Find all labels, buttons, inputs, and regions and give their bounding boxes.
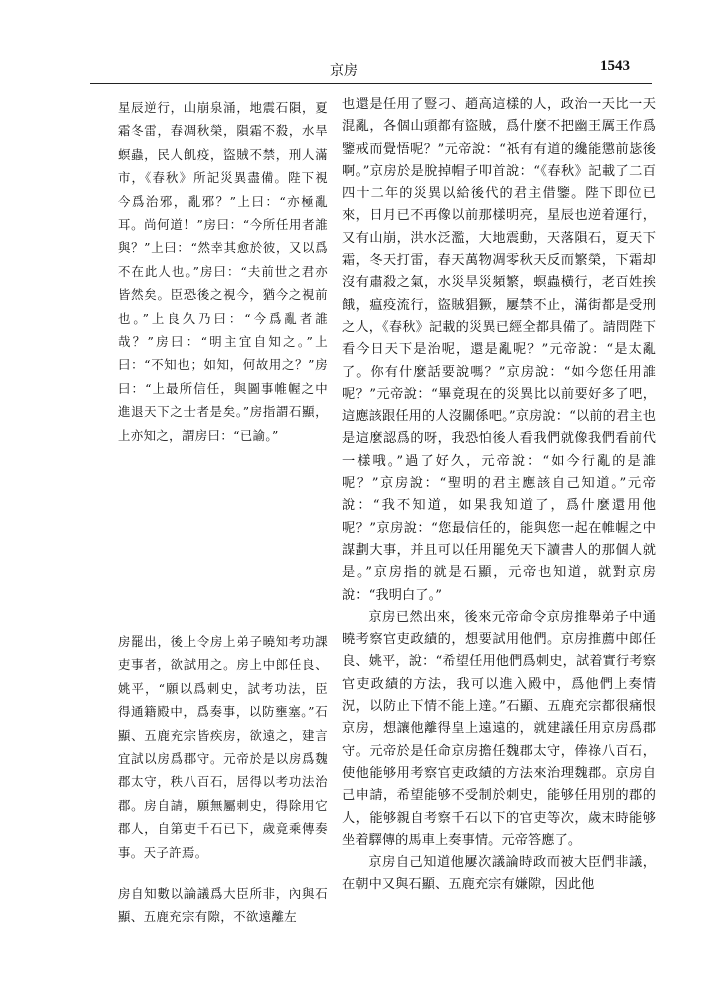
header-rule xyxy=(90,83,652,84)
page-header xyxy=(0,58,716,82)
original-text-block-3 xyxy=(118,882,328,929)
original-text-block-2 xyxy=(118,630,328,864)
original-text-paragraph: 房罷出，後上令房上弟子曉知考功課吏事者，欲試用之。房上中郎任良、姚平，“願以爲刺史，試考功法，臣得通籍殿中，爲奏事，以防壅塞。”石顯、五鹿充宗皆疾房，欲遠之，建言宜試以房爲郡守。元帝於是以房爲魏郡太守，秩八百石，居得以考功法治郡。房自請，願無屬刺史，得除用它郡人，自第吏千石已下，歲竟乘傳奏事。天子許焉。 xyxy=(118,634,328,860)
running-title: 京房 xyxy=(330,63,358,79)
translation-paragraph: 京房自己知道他屢次議論時政而被大臣們非議，在朝中又與石顯、五鹿充宗有嫌隙，因此他 xyxy=(342,855,656,893)
translation-paragraph: 也還是任用了豎刁、趙高這樣的人，政治一天比一天混亂，各個山頭都有盜賊，爲什麼不把幽王厲王作爲鑒戒而覺悟呢？”元帝說：“祇有有道的纔能懲前毖後啊。”京房於是脫掉帽子叩首說：“《春秋》記載了二百四十二年的災異以給後代的君主借鑒。陛下即位已來，日月已不再像以前那樣明亮，星辰也逆着運行，又有山崩，洪水泛濫，大地震動，天落隕石，夏天下霜，冬天打雷，春天萬物凋零秋天反而繁榮，下霜却沒有肅殺之氣，水災旱災頻繁，螟蟲橫行，老百姓挨餓，瘟疫流行，盜賊猖獗，屢禁不止，滿街都是受刑之人，《春秋》記載的災異已經全都具備了。請問陛下看今日天下是治呢，還是亂呢？”元帝說：“是太亂了。你有什麼話要說嗎？”京房說：“如今您任用誰呢？”元帝說：“畢竟現在的災異比以前要好多了吧，這應該跟任用的人沒關係吧。”京房說：“以前的君主也是這麼認爲的呀，我恐怕後人看我們就像我們看前代一樣哦。”過了好久，元帝說：“如今行亂的是誰呢？”京房說：“聖明的君主應該自己知道。”元帝說：“我不知道，如果我知道了，爲什麼還用他呢？”京房說：“您最信任的，能與您一起在帷幄之中謀劃大事，并且可以任用罷免天下讀書人的那個人就是。”京房指的就是石顯，元帝也知道，就對京房說：“我明白了。” xyxy=(342,97,656,603)
translation-column xyxy=(342,94,656,897)
page-number: 1543 xyxy=(600,58,630,74)
translation-paragraph: 京房已然出來，後來元帝命令京房推舉弟子中通曉考察官吏政績的，想要試用他們。京房推薦中郎任良、姚平，說：“希望任用他們爲刺史，試着實行考察官吏政績的方法，我可以進入殿中，爲他們上奏情況，以防止下情不能上達。”石顯、五鹿充宗都很痛恨京房，想讓他離得皇上遠遠的，就建議任用京房爲郡守。元帝於是任命京房擔任魏郡太守，俸祿八百石，使他能够用考察官吏政績的方法來治理魏郡。京房自己申請，希望能够不受制於刺史，能够任用別的郡的人，能够親自考察千石以下的官吏等次，歲末時能够坐着驛傳的馬車上奏事情。元帝答應了。 xyxy=(342,609,656,848)
original-text-paragraph: 星辰逆行，山崩泉涌，地震石隕，夏霜冬雷，春凋秋榮，隕霜不殺，水旱螟蟲，民人飢疫，盜賊不禁，刑人滿市，《春秋》所記災異盡備。陛下視今爲治邪，亂邪？”上曰：“亦極亂耳。尚何道！”房曰：“今所任用者誰與？”上曰：“然幸其愈於彼，又以爲不在此人也。”房曰：“夫前世之君亦皆然矣。臣恐後之視今，猶今之視前也。”上良久乃曰：“今爲亂者誰哉？”房曰：“明主宜自知之。”上曰：“不知也；如知，何故用之？”房曰：“上最所信任，與圖事帷幄之中進退天下之士者是矣。”房指謂石顯，上亦知之，謂房曰：“已諭。” xyxy=(118,100,328,443)
original-text-paragraph: 房自知數以論議爲大臣所非，內與石顯、五鹿充宗有隙，不欲遠離左 xyxy=(118,886,328,925)
original-text-block-1 xyxy=(118,96,328,447)
